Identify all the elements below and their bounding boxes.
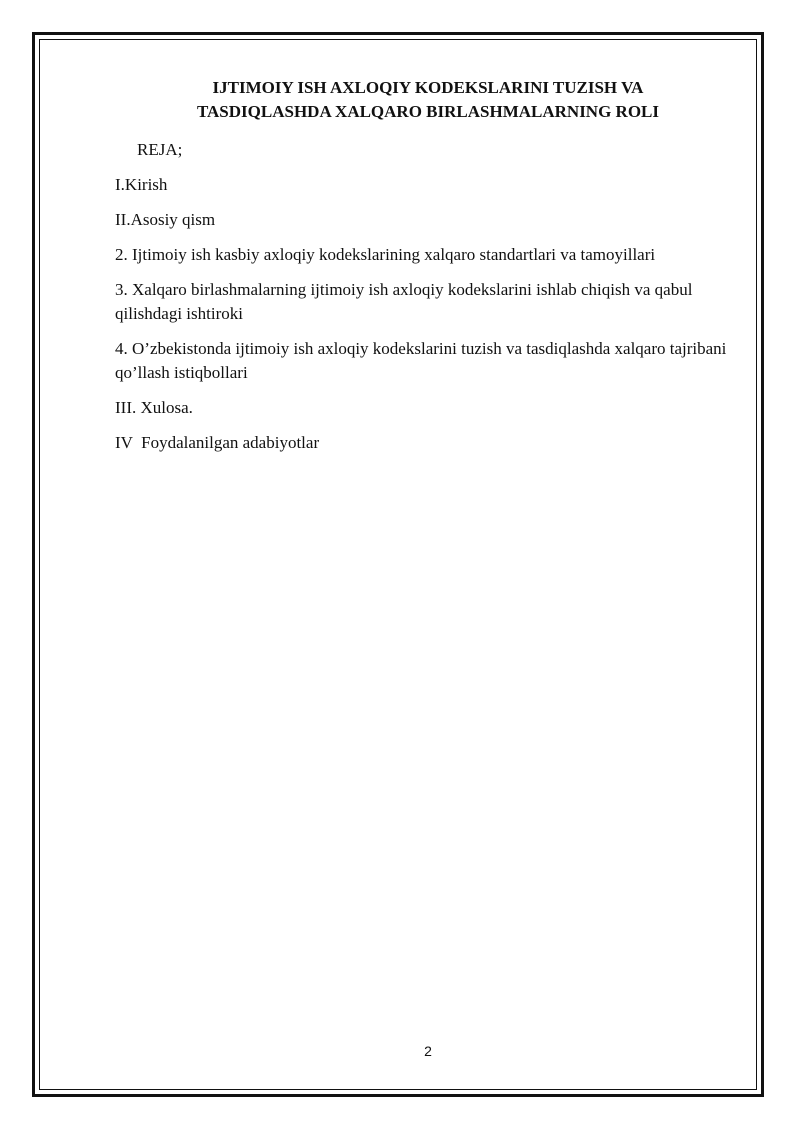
plan-item-section-2: 2. Ijtimoiy ish kasbiy axloqiy kodekslarining xalqaro standartlari va tamoyillari <box>115 245 656 264</box>
plan-item-main-part: II.Asosiy qism <box>115 210 216 229</box>
plan-item-section-4: 4. O’zbekistonda ijtimoiy ish axloqiy kodekslarini tuzish va tasdiqlashda xalqaro tajribani qo’llash istiqbollari <box>115 339 727 382</box>
plan-item-introduction: I.Kirish <box>115 175 168 194</box>
document-title-line-2: TASDIQLASHDA XALQARO BIRLASHMALARNING ROLI <box>196 102 660 121</box>
page-number: 2 <box>424 1043 432 1059</box>
plan-item-section-3: 3. Xalqaro birlashmalarning ijtimoiy ish axloqiy kodekslarini ishlab chiqish va qabul qilishdagi ishtiroki <box>115 280 693 323</box>
plan-heading: REJA; <box>137 140 183 159</box>
document-title-line-1: IJTIMOIY ISH AXLOQIY KODEKSLARINI TUZISH VA <box>212 78 644 97</box>
document-title <box>90 76 766 124</box>
plan-item-references: IV Foydalanilgan adabiyotlar <box>115 433 320 452</box>
plan-content <box>115 138 735 466</box>
plan-item-conclusion: III. Xulosa. <box>115 398 193 417</box>
